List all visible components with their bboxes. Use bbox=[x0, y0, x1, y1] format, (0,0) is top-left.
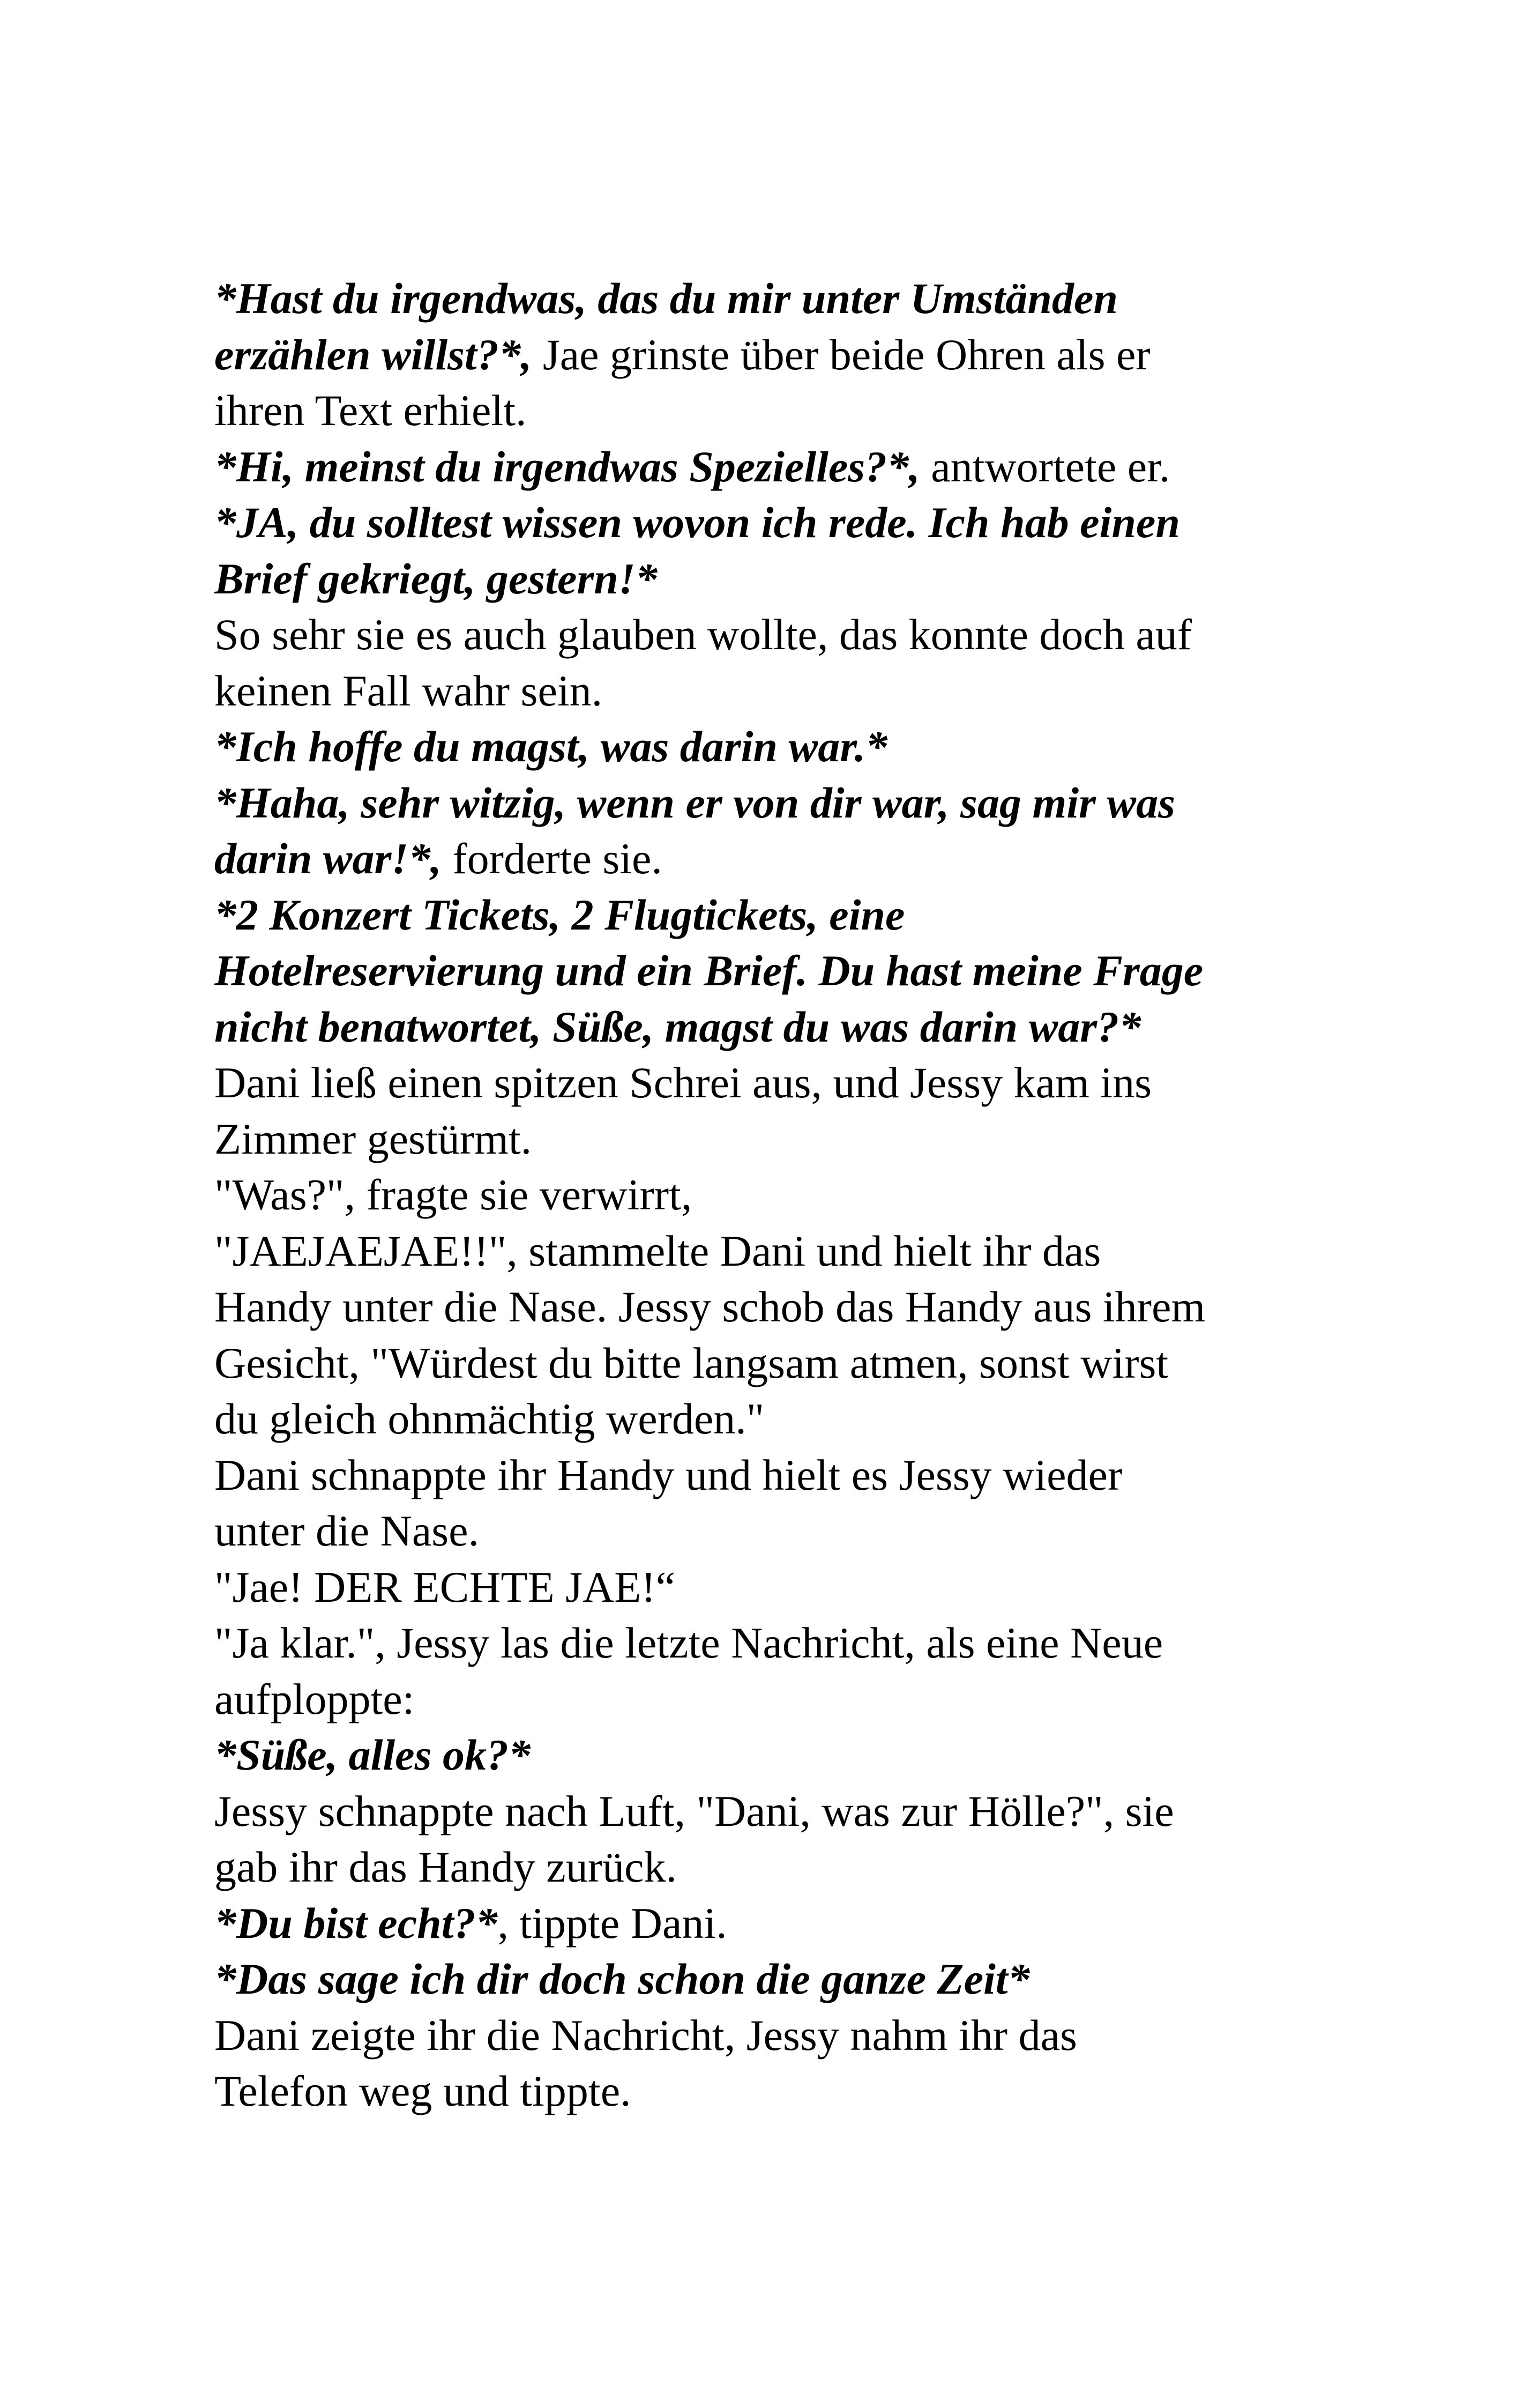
message-text: *Ich hoffe du magst, was darin war.* bbox=[214, 722, 888, 771]
text-line bbox=[214, 271, 1329, 327]
narrative-text: antwortete er. bbox=[920, 442, 1170, 491]
message-text: Brief gekriegt, gestern!* bbox=[214, 554, 658, 603]
text-line bbox=[214, 1503, 1329, 1559]
text-line bbox=[214, 943, 1329, 999]
narrative-text: du gleich ohnmächtig werden." bbox=[214, 1394, 765, 1443]
narrative-text: unter die Nase. bbox=[214, 1506, 480, 1555]
narrative-text: Dani schnappte ihr Handy und hielt es Jessy wieder bbox=[214, 1450, 1123, 1499]
narrative-text: So sehr sie es auch glauben wollte, das konnte doch auf bbox=[214, 610, 1192, 659]
message-text: darin war!*, bbox=[214, 834, 442, 883]
text-line bbox=[214, 831, 1329, 887]
narrative-text: Jessy schnappte nach Luft, "Dani, was zur Hölle?", sie bbox=[214, 1786, 1174, 1835]
text-line bbox=[214, 495, 1329, 551]
narrative-text: Gesicht, "Würdest du bitte langsam atmen, sonst wirst bbox=[214, 1338, 1169, 1387]
text-line bbox=[214, 1279, 1329, 1335]
narrative-text: "JAEJAEJAE!!", stammelte Dani und hielt ihr das bbox=[214, 1226, 1101, 1275]
message-text: *2 Konzert Tickets, 2 Flugtickets, eine bbox=[214, 890, 905, 939]
text-line bbox=[214, 439, 1329, 495]
message-text: *Hast du irgendwas, das du mir unter Umständen bbox=[214, 274, 1118, 323]
text-line bbox=[214, 1111, 1329, 1168]
text-line bbox=[214, 1727, 1329, 1783]
message-text: *Du bist echt?* bbox=[214, 1898, 498, 1948]
message-text: *JA, du solltest wissen wovon ich rede. Ich hab einen bbox=[214, 498, 1180, 547]
narrative-text: Dani ließ einen spitzen Schrei aus, und Jessy kam ins bbox=[214, 1058, 1152, 1107]
message-text: *Haha, sehr witzig, wenn er von dir war, sag mir was bbox=[214, 778, 1176, 827]
text-line bbox=[214, 1167, 1329, 1223]
narrative-text: "Was?", fragte sie verwirrt, bbox=[214, 1170, 692, 1219]
narrative-text: keinen Fall wahr sein. bbox=[214, 666, 603, 715]
text-line bbox=[214, 551, 1329, 607]
narrative-text: Handy unter die Nase. Jessy schob das Handy aus ihrem bbox=[214, 1282, 1206, 1331]
text-line bbox=[214, 999, 1329, 1056]
text-line bbox=[214, 327, 1329, 383]
text-line bbox=[214, 719, 1329, 775]
text-line bbox=[214, 1447, 1329, 1504]
text-line bbox=[214, 663, 1329, 719]
document-page bbox=[214, 271, 1329, 2120]
narrative-text: Jae grinste über beide Ohren als er bbox=[532, 330, 1151, 379]
narrative-text: gab ihr das Handy zurück. bbox=[214, 1842, 677, 1891]
message-text: *Süße, alles ok?* bbox=[214, 1730, 531, 1779]
text-line bbox=[214, 887, 1329, 943]
narrative-text: forderte sie. bbox=[441, 834, 662, 883]
message-text: erzählen willst?*, bbox=[214, 330, 532, 379]
narrative-text: , tippte Dani. bbox=[497, 1898, 727, 1948]
text-line bbox=[214, 1783, 1329, 1840]
narrative-text: Telefon weg und tippte. bbox=[214, 2067, 631, 2115]
narrative-text: "Ja klar.", Jessy las die letzte Nachricht, als eine Neue bbox=[214, 1618, 1163, 1667]
narrative-text: aufploppte: bbox=[214, 1674, 415, 1723]
text-line bbox=[214, 1615, 1329, 1671]
narrative-text: Dani zeigte ihr die Nachricht, Jessy nahm ihr das bbox=[214, 2010, 1077, 2060]
narrative-text: "Jae! DER ECHTE JAE!“ bbox=[214, 1562, 676, 1611]
text-line bbox=[214, 1335, 1329, 1392]
message-text: nicht benatwortet, Süße, magst du was darin war?* bbox=[214, 1002, 1141, 1051]
text-line bbox=[214, 2063, 1329, 2120]
text-line bbox=[214, 1671, 1329, 1728]
text-line bbox=[214, 383, 1329, 439]
message-text: Hotelreservierung und ein Brief. Du hast meine Frage bbox=[214, 946, 1204, 995]
body-text bbox=[214, 271, 1329, 2120]
text-line bbox=[214, 1391, 1329, 1447]
text-line bbox=[214, 1951, 1329, 2008]
narrative-text: ihren Text erhielt. bbox=[214, 386, 527, 435]
text-line bbox=[214, 2008, 1329, 2064]
text-line bbox=[214, 775, 1329, 831]
text-line bbox=[214, 1896, 1329, 1952]
narrative-text: Zimmer gestürmt. bbox=[214, 1114, 532, 1163]
text-line bbox=[214, 1055, 1329, 1111]
text-line bbox=[214, 1223, 1329, 1280]
message-text: *Hi, meinst du irgendwas Spezielles?*, bbox=[214, 442, 920, 491]
text-line bbox=[214, 1559, 1329, 1616]
text-line bbox=[214, 1839, 1329, 1896]
message-text: *Das sage ich dir doch schon die ganze Zeit* bbox=[214, 1954, 1030, 2003]
text-line bbox=[214, 607, 1329, 663]
